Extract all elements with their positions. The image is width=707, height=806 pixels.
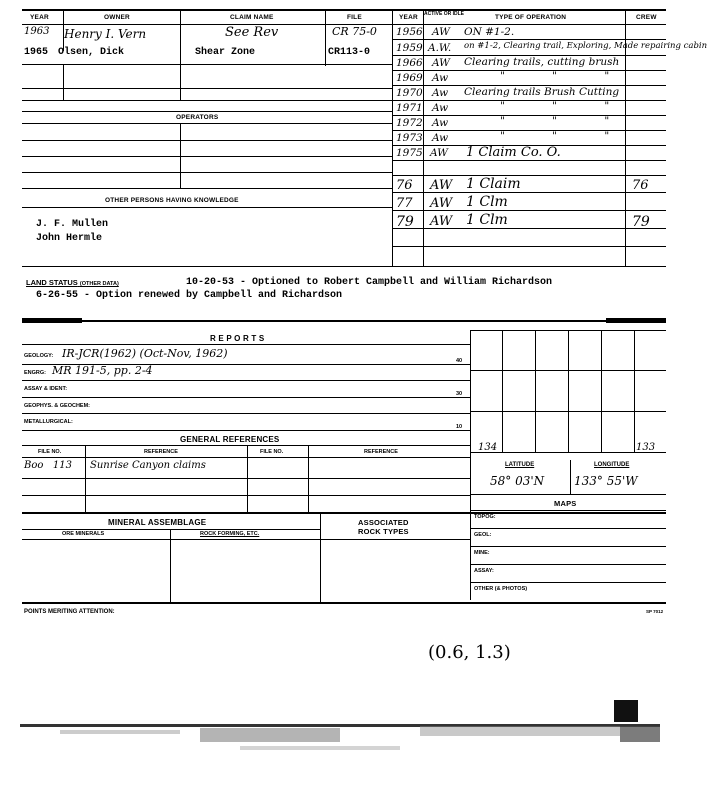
gr-row-1-reference: Sunrise Canyon claims: [90, 460, 206, 471]
geology-label: GEOLOGY:: [24, 353, 54, 359]
owner-row-2-year: 1965: [24, 47, 49, 58]
longitude-label: LONGITUDE: [594, 462, 630, 468]
maps-geol: GEOL:: [474, 532, 492, 538]
scan-noise-band: [0, 700, 678, 806]
op-9-status: AW: [430, 147, 448, 159]
gr-row-1-file: Boo 113: [24, 460, 73, 471]
op-12-year: 79: [396, 214, 414, 230]
scan-smudge-4: [620, 726, 660, 742]
engrg-label: ENGRG:: [24, 370, 46, 376]
points-meriting-attention-label: POINTS MERITING ATTENTION:: [24, 609, 115, 615]
geology-value: IR-JCR(1962) (Oct-Nov, 1962): [62, 347, 228, 360]
location-corner-left: 134: [478, 442, 498, 453]
op-12-status: AW: [430, 214, 453, 229]
header-file: FILE: [347, 14, 362, 21]
op-2-type: on #1-2, Clearing trail, Exploring, Made repairing cabin: [464, 41, 707, 51]
op-12-type: 1 Clm: [466, 212, 508, 228]
owner-row-1-owner: Henry I. Vern: [64, 27, 147, 41]
op-7-year: 1972: [396, 117, 423, 129]
geophys-label: GEOPHYS. & GEOCHEM:: [24, 403, 91, 409]
op-8-status: Aw: [432, 132, 449, 144]
longitude-value: 133° 55'W: [574, 474, 638, 488]
op-4-status: Aw: [432, 72, 449, 84]
rock-types-label: ROCK TYPES: [358, 527, 409, 536]
op-11-type: 1 Clm: [466, 194, 508, 210]
handwritten-coordinates: (0.6, 1.3): [428, 642, 511, 663]
gr-col-reference-1: REFERENCE: [144, 449, 178, 455]
owner-row-1-year: 1963: [24, 26, 50, 37]
grid-number-40: 40: [456, 358, 463, 364]
header-year-2: YEAR: [399, 14, 418, 21]
op-8-year: 1973: [396, 132, 423, 144]
ore-minerals-label: ORE MINERALS: [62, 531, 105, 537]
scan-smudge-3: [60, 730, 180, 734]
mineral-assemblage-title: MINERAL ASSEMBLAGE: [108, 518, 207, 527]
op-2-year: 1959: [396, 42, 423, 54]
op-2-status: A.W.: [428, 42, 452, 54]
op-6-type: " " ": [500, 100, 632, 112]
gr-col-file-no-2: FILE NO.: [260, 449, 284, 455]
form-number: SP 7012: [646, 609, 664, 614]
engrg-value: MR 191-5, pp. 2-4: [52, 364, 153, 377]
op-10-crew: 76: [632, 178, 649, 193]
op-5-type: Clearing trails Brush Cutting: [464, 86, 620, 98]
op-1-status: AW: [432, 26, 450, 38]
assay-label: ASSAY & IDENT:: [24, 386, 68, 392]
op-6-year: 1971: [396, 102, 423, 114]
scan-smudge-5: [240, 746, 400, 750]
op-11-status: AW: [430, 196, 453, 211]
header-owner: OWNER: [104, 14, 130, 21]
op-6-status: Aw: [432, 102, 449, 114]
op-5-status: Aw: [432, 87, 449, 99]
land-status-line-2: 6-26-55 - Option renewed by Campbell and Richardson: [36, 290, 343, 301]
metallurgical-label: METALLURGICAL:: [24, 419, 73, 425]
header-type-of-operation: TYPE OF OPERATION: [495, 14, 567, 21]
owner-row-1-file: CR 75-0: [332, 25, 377, 38]
op-4-type: " " ": [500, 70, 632, 82]
associated-label: ASSOCIATED: [358, 518, 409, 527]
op-10-year: 76: [396, 178, 413, 193]
op-3-type: Clearing trails, cutting brush: [464, 56, 620, 68]
other-person-2: John Hermle: [36, 233, 103, 244]
op-1-year: 1956: [396, 26, 423, 38]
rock-forming-label: ROCK FORMING, ETC.: [200, 531, 260, 537]
gr-col-file-no-1: FILE NO.: [38, 449, 62, 455]
header-year: YEAR: [30, 14, 49, 21]
owner-row-1-claim: See Rev: [225, 25, 279, 40]
op-7-type: " " ": [500, 115, 632, 127]
grid-number-30: 30: [456, 391, 463, 397]
owner-row-2-owner: Olsen, Dick: [58, 47, 125, 58]
op-4-year: 1969: [396, 72, 423, 84]
op-1-type: ON #1-2.: [464, 26, 515, 38]
owner-row-2-claim: Shear Zone: [195, 47, 256, 58]
land-status-line-1: 10-20-53 - Optioned to Robert Campbell and William Richardson: [186, 277, 553, 288]
op-8-type: " " ": [500, 130, 632, 142]
other-persons-label: OTHER PERSONS HAVING KNOWLEDGE: [105, 197, 239, 204]
other-person-1: J. F. Mullen: [36, 219, 109, 230]
op-9-year: 1975: [396, 147, 423, 159]
op-3-status: AW: [432, 57, 450, 69]
grid-number-10: 10: [456, 424, 463, 430]
general-references-title: GENERAL REFERENCES: [180, 435, 280, 444]
land-status-title: LAND STATUS: [26, 278, 78, 287]
maps-other: OTHER (& PHOTOS): [474, 586, 528, 592]
op-7-status: Aw: [432, 117, 449, 129]
op-10-type: 1 Claim: [466, 176, 521, 192]
gr-col-reference-2: REFERENCE: [364, 449, 398, 455]
op-9-type: 1 Claim Co. O.: [466, 145, 561, 160]
latitude-label: LATITUDE: [505, 462, 535, 468]
header-crew: CREW: [636, 14, 657, 21]
op-12-crew: 79: [632, 214, 650, 230]
scan-smudge-2: [420, 726, 620, 736]
header-active-idle: ACTIVE OR IDLE: [424, 11, 465, 17]
owner-row-2-file: CR113-0: [328, 47, 371, 58]
op-5-year: 1970: [396, 87, 423, 99]
op-3-year: 1966: [396, 57, 423, 69]
maps-title: MAPS: [554, 499, 577, 508]
land-status-sublabel: (OTHER DATA): [79, 281, 119, 287]
maps-topog: TOPOG:: [474, 514, 496, 520]
location-corner-right: 133: [636, 442, 656, 453]
latitude-value: 58° 03'N: [490, 474, 545, 488]
scan-smudge-1: [200, 728, 340, 742]
op-11-year: 77: [396, 196, 413, 211]
land-status-label: [26, 278, 119, 287]
reports-title: R E P O R T S: [210, 334, 265, 343]
op-10-status: AW: [430, 178, 453, 193]
scan-black-square: [614, 700, 638, 722]
operators-label: OPERATORS: [176, 114, 219, 121]
maps-assay: ASSAY:: [474, 568, 494, 574]
maps-mine: MINE:: [474, 550, 490, 556]
header-claim-name: CLAIM NAME: [230, 14, 274, 21]
